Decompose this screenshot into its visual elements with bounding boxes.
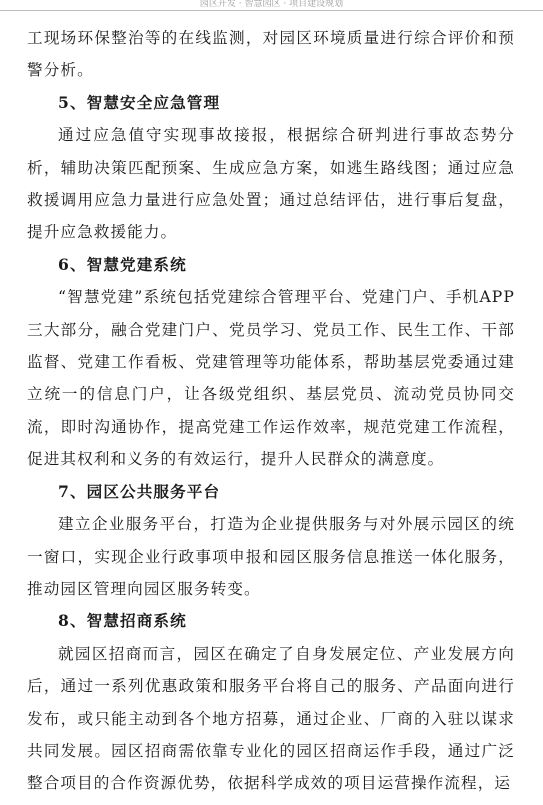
- page-header-text: 园区开发 · 智慧园区 · 项目建设规划: [199, 0, 344, 9]
- paragraph-safety-emergency: 通过应急值守实现事故接报，根据综合研判进行事故态势分析，辅助决策匹配预案、生成应急方案，如逃生路线图；通过应急救援调用应急力量进行应急处置；通过总结评估，进行事后复盘，提升应急救援能力。: [27, 126, 515, 242]
- heading-investment-system: 8、智慧招商系统: [58, 611, 187, 631]
- document-body: [27, 22, 515, 800]
- heading-public-service-platform: 7、园区公共服务平台: [58, 481, 221, 501]
- heading-party-building: 6、智慧党建系统: [58, 254, 187, 274]
- heading-safety-emergency: 5、智慧安全应急管理: [58, 92, 221, 112]
- paragraph-party-building: “智慧党建”系统包括党建综合管理平台、党建门户、手机APP三大部分，融合党建门户、党员学习、党员工作、民生工作、干部监督、党建工作看板、党建管理等功能体系，帮助基层党委通过建立统一的信息门户，让各级党组织、基层党员、流动党员协同交流，即时沟通协作，提高党建工作运作效率，规范党建工作流程，促进其权利和义务的有效运行，提升人民群众的满意度。: [27, 288, 515, 469]
- paragraph-env-monitoring: 工现场环保整治等的在线监测，对园区环境质量进行综合评价和预警分析。: [27, 29, 515, 80]
- paragraph-public-service-platform: 建立企业服务平台，打造为企业提供服务与对外展示园区的统一窗口，实现企业行政事项申报和园区服务信息推送一体化服务，推动园区管理向园区服务转变。: [27, 515, 515, 598]
- paragraph-investment-system: 就园区招商而言，园区在确定了自身发展定位、产业发展方向后，通过一系列优惠政策和服务平台将自己的服务、产品面向进行发布，或只能主动到各个地方招募，通过企业、厂商的入驻以谋求共同发展。园区招商需依靠专业化的园区招商运作手段，通过广泛整合项目的合作资源优势，依据科学成效的项目运营操作流程，运: [27, 644, 515, 793]
- page-header: [0, 0, 543, 11]
